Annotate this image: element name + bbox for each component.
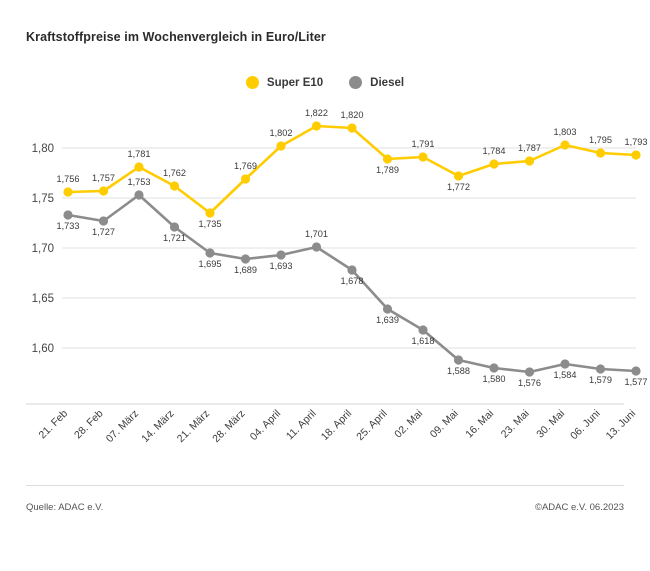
data-point-label: 1,735 (198, 219, 222, 229)
data-point-label: 1,701 (305, 229, 328, 239)
data-point (134, 190, 143, 199)
data-point (383, 154, 392, 163)
data-point-label: 1,757 (92, 173, 115, 183)
x-axis-tick-label: 28. Feb (71, 407, 106, 442)
legend-label-diesel: Diesel (370, 76, 405, 89)
data-point-label: 1,822 (305, 108, 328, 118)
data-point-label: 1,795 (589, 135, 612, 145)
data-point-label: 1,584 (553, 370, 577, 380)
x-axis-tick-label: 18. April (318, 407, 355, 443)
x-axis-tick-label: 21. Feb (36, 407, 71, 442)
data-point-label: 1,769 (234, 161, 257, 171)
data-point (99, 186, 108, 195)
data-point (631, 150, 640, 159)
y-axis-tick-label: 1,70 (31, 243, 54, 255)
x-axis-tick-label: 07. März (103, 407, 142, 446)
data-point (525, 367, 534, 376)
data-point (489, 159, 498, 168)
data-point (63, 210, 72, 219)
x-axis-tick-label: 09. Mai (427, 407, 461, 441)
data-point (560, 359, 569, 368)
data-point (276, 141, 285, 150)
data-point-label: 1,721 (163, 233, 186, 243)
data-point (347, 123, 356, 132)
data-point-label: 1,689 (234, 265, 257, 275)
source-note: Quelle: ADAC e.V. (26, 502, 104, 513)
data-point-label: 1,789 (376, 165, 399, 175)
x-axis-tick-label: 23. Mai (498, 407, 532, 441)
data-point-label: 1,784 (482, 146, 506, 156)
x-axis-tick-label: 06. Juni (568, 407, 603, 443)
x-axis-tick-label: 30. Mai (534, 407, 568, 441)
data-point (241, 254, 250, 263)
y-axis-tick-label: 1,80 (31, 143, 54, 155)
data-point-label: 1,762 (163, 168, 186, 178)
x-axis-tick-label: 21. März (174, 407, 213, 446)
data-point-label: 1,727 (92, 227, 115, 237)
data-point-label: 1,693 (269, 261, 293, 271)
data-point (276, 250, 285, 259)
data-point-label: 1,580 (482, 374, 506, 384)
copyright-note: ©ADAC e.V. 06.2023 (534, 502, 624, 513)
data-point-label: 1,639 (376, 315, 399, 325)
data-point (596, 148, 605, 157)
data-point (418, 325, 427, 334)
data-point-label: 1,577 (624, 377, 648, 387)
data-point (134, 162, 143, 171)
data-point-label: 1,579 (589, 375, 612, 385)
footer-divider (26, 485, 624, 486)
data-point (525, 156, 534, 165)
data-point-label: 1,802 (269, 128, 293, 138)
data-point (205, 248, 214, 257)
y-axis-tick-label: 1,60 (31, 343, 54, 355)
legend-label-super-e10: Super E10 (266, 76, 324, 89)
data-point-label: 1,791 (411, 139, 435, 149)
data-point (418, 152, 427, 161)
data-point (312, 242, 321, 251)
data-point (170, 181, 179, 190)
data-point-label: 1,678 (340, 276, 364, 286)
data-point-label: 1,787 (518, 143, 541, 153)
y-axis-tick-label: 1,65 (31, 293, 54, 305)
y-axis-tick-label: 1,75 (31, 193, 54, 205)
data-point (312, 121, 321, 130)
x-axis-tick-label: 28. März (210, 407, 248, 446)
data-point-label: 1,793 (624, 137, 648, 147)
x-axis-tick-label: 04. April (247, 407, 284, 443)
x-axis-tick-label: 11. April (283, 407, 319, 443)
data-point (347, 265, 356, 274)
data-point-label: 1,733 (56, 221, 80, 231)
data-point (560, 140, 569, 149)
data-point (383, 304, 392, 313)
data-point-label: 1,772 (447, 182, 470, 192)
data-point-label: 1,803 (553, 127, 577, 137)
data-point (631, 366, 640, 375)
data-point-label: 1,756 (56, 174, 80, 184)
data-point-label: 1,753 (127, 177, 151, 187)
data-point-label: 1,618 (411, 336, 435, 346)
data-point (596, 364, 605, 373)
data-point-label: 1,781 (127, 149, 151, 159)
data-point (170, 222, 179, 231)
data-point (205, 208, 214, 217)
data-point (454, 171, 463, 180)
x-axis-tick-label: 02. Mai (392, 407, 426, 441)
x-axis-tick-label: 25. April (354, 407, 390, 443)
data-point (63, 187, 72, 196)
data-point-label: 1,588 (447, 366, 470, 376)
data-point-label: 1,820 (340, 110, 364, 120)
data-point (241, 174, 250, 183)
series-line-super-e10 (68, 126, 636, 213)
data-point-label: 1,576 (518, 378, 541, 388)
x-axis-tick-label: 14. März (139, 407, 177, 446)
x-axis-tick-label: 13. Juni (603, 407, 639, 443)
data-point (489, 363, 498, 372)
x-axis-tick-label: 16. Mai (463, 407, 497, 441)
chart-title: Kraftstoffpreise im Wochenvergleich in Euro/Liter (26, 30, 326, 44)
data-point (454, 355, 463, 364)
data-point (99, 216, 108, 225)
data-point-label: 1,695 (198, 259, 222, 269)
